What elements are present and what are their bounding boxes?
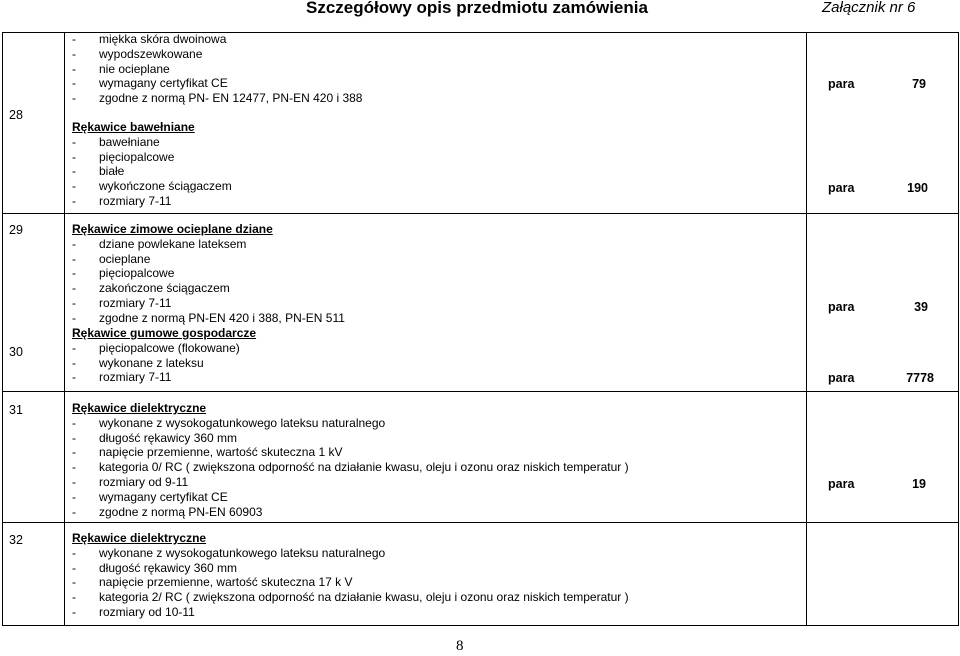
- spec-line: - zgodne z normą PN-EN 60903: [72, 505, 629, 520]
- spec-line: - rozmiary 7-11: [72, 370, 256, 385]
- row-number: 28: [9, 108, 23, 122]
- spec-line: - wypodszewkowane: [72, 47, 362, 62]
- spec-line: - napięcie przemienne, wartość skuteczna 1 kV: [72, 445, 629, 460]
- item-description: [72, 401, 629, 519]
- item-heading: Rękawice bawełniane: [72, 120, 195, 134]
- item-heading: Rękawice gumowe gospodarcze: [72, 326, 257, 340]
- row-number: 29: [9, 223, 23, 237]
- item-description: [72, 120, 232, 209]
- row-number: 30: [9, 345, 23, 359]
- table-bottom-border: [2, 625, 959, 626]
- spec-line: - białe: [72, 164, 232, 179]
- spec-line: - wymagany certyfikat CE: [72, 490, 629, 505]
- spec-line: - pięciopalcowe: [72, 266, 345, 281]
- row-number: 32: [9, 533, 23, 547]
- item-description: [72, 222, 345, 326]
- row-separator: [2, 213, 959, 214]
- spec-line: - zgodne z normą PN-EN 420 i 388, PN-EN 511: [72, 311, 345, 326]
- item-heading: Rękawice zimowe ocieplane dziane: [72, 222, 273, 236]
- row-number: 31: [9, 403, 23, 417]
- spec-line: - kategoria 2/ RC ( zwiększona odporność na działanie kwasu, oleju i ozonu oraz niskich temperatur ): [72, 590, 629, 605]
- spec-line: - wymagany certyfikat CE: [72, 76, 362, 91]
- unit-label: para: [828, 371, 855, 385]
- spec-line: - wykonane z wysokogatunkowego lateksu naturalnego: [72, 546, 629, 561]
- spec-line: - długość rękawicy 360 mm: [72, 561, 629, 576]
- item-description: [72, 326, 256, 385]
- spec-line: - rozmiary 7-11: [72, 194, 232, 209]
- spec-line: - wykonane z lateksu: [72, 356, 256, 371]
- unit-label: para: [828, 477, 855, 491]
- row-separator: [2, 391, 959, 392]
- spec-line: - bawełniane: [72, 135, 232, 150]
- spec-line: - rozmiary od 9-11: [72, 475, 629, 490]
- spec-line: - napięcie przemienne, wartość skuteczna 17 k V: [72, 575, 629, 590]
- unit-label: para: [828, 181, 855, 195]
- quantity-value: 19: [912, 477, 926, 491]
- item-description: [72, 531, 629, 620]
- row-separator: [2, 522, 959, 523]
- spec-line: - rozmiary od 10-11: [72, 605, 629, 620]
- spec-line: - zakończone ściągaczem: [72, 281, 345, 296]
- quantity-value: 7778: [906, 371, 934, 385]
- spec-line: - wykończone ściągaczem: [72, 179, 232, 194]
- spec-line: - kategoria 0/ RC ( zwiększona odporność na działanie kwasu, oleju i ozonu oraz niskich temperatur ): [72, 460, 629, 475]
- spec-line: - nie ocieplane: [72, 62, 362, 77]
- table-left-border: [2, 32, 3, 626]
- document-title: Szczegółowy opis przedmiotu zamówienia: [306, 0, 648, 17]
- col-divider-number: [64, 32, 65, 626]
- spec-line: - zgodne z normą PN- EN 12477, PN-EN 420 i 388: [72, 91, 362, 106]
- item-heading: Rękawice dielektryczne: [72, 531, 207, 545]
- spec-line: - długość rękawicy 360 mm: [72, 431, 629, 446]
- quantity-value: 79: [912, 77, 926, 91]
- col-divider-unit: [806, 32, 807, 626]
- item-heading: Rękawice dielektryczne: [72, 401, 207, 415]
- spec-line: - pięciopalcowe: [72, 150, 232, 165]
- quantity-value: 39: [914, 300, 928, 314]
- item-description: [72, 32, 362, 106]
- table-right-border: [958, 32, 959, 626]
- spec-line: - dziane powlekane lateksem: [72, 237, 345, 252]
- attachment-label: Załącznik nr 6: [822, 0, 916, 16]
- spec-line: - ocieplane: [72, 252, 345, 267]
- spec-line: - miękka skóra dwoinowa: [72, 32, 362, 47]
- spec-line: - pięciopalcowe (flokowane): [72, 341, 256, 356]
- page-number: 8: [456, 638, 464, 654]
- unit-label: para: [828, 300, 855, 314]
- spec-line: - rozmiary 7-11: [72, 296, 345, 311]
- unit-label: para: [828, 77, 855, 91]
- spec-line: - wykonane z wysokogatunkowego lateksu naturalnego: [72, 416, 629, 431]
- quantity-value: 190: [907, 181, 928, 195]
